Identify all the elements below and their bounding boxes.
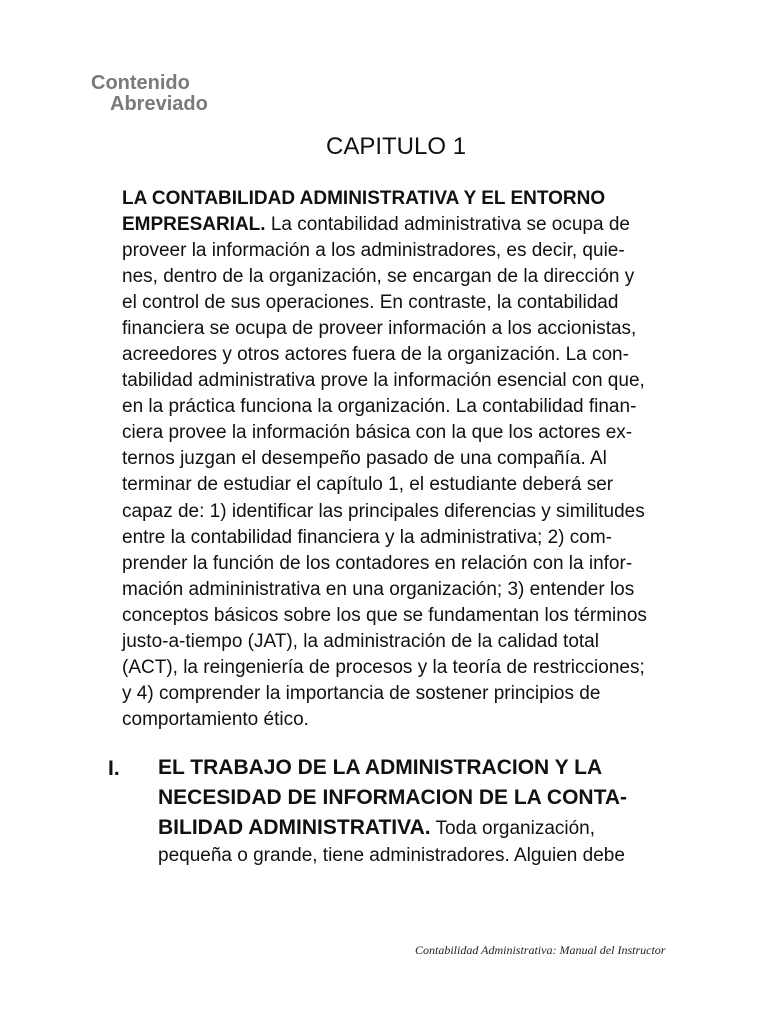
intro-line: tabilidad administrativa prove la información esencial con que, [122, 370, 645, 391]
intro-line: justo-a-tiempo (JAT), la administración de la calidad total [122, 631, 599, 652]
intro-line: en la práctica funciona la organización. La contabilidad finan- [122, 396, 637, 417]
section-body-line: pequeña o grande, tiene administradores. Alguien debe [158, 845, 625, 866]
page-footer: Contabilidad Administrativa: Manual del Instructor [415, 943, 666, 957]
intro-line: conceptos básicos sobre los que se fundamentan los términos [122, 605, 647, 626]
section-heading-line-1: EL TRABAJO DE LA ADMINISTRACION Y LA [158, 756, 603, 779]
intro-line: y 4) comprender la importancia de sostener principios de [122, 683, 601, 704]
header-line-1: Contenido [91, 72, 190, 94]
intro-heading-line-1: LA CONTABILIDAD ADMINISTRATIVA Y EL ENTORNO [122, 188, 606, 209]
intro-line: financiera se ocupa de proveer información a los accionistas, [122, 318, 637, 339]
intro-line: capaz de: 1) identificar las principales diferencias y similitudes [122, 501, 645, 522]
intro-line: terminar de estudiar el capítulo 1, el estudiante deberá ser [122, 474, 614, 495]
intro-line: proveer la información a los administradores, es decir, quie- [122, 240, 625, 261]
intro-line: comportamiento ético. [122, 709, 309, 730]
chapter-title: CAPITULO 1 [326, 133, 467, 160]
intro-line: ciera provee la información básica con la que los actores ex- [122, 422, 633, 443]
intro-line: prender la función de los contadores en relación con la infor- [122, 553, 633, 574]
intro-line: nes, dentro de la organización, se encargan de la dirección y [122, 266, 635, 287]
intro-line: entre la contabilidad financiera y la administrativa; 2) com- [122, 527, 613, 548]
intro-line: ternos juzgan el desempeño pasado de una compañía. Al [122, 448, 607, 469]
section-heading-line-2: NECESIDAD DE INFORMACION DE LA CONTA- [158, 786, 627, 809]
section-heading-line-3: BILIDAD ADMINISTRATIVA. Toda organización, [158, 816, 596, 839]
header-line-2: Abreviado [110, 93, 208, 115]
intro-line: el control de sus operaciones. En contraste, la contabilidad [122, 292, 619, 313]
intro-line: mación admininistrativa en una organización; 3) entender los [122, 579, 635, 600]
intro-heading-line-2: EMPRESARIAL. La contabilidad administrativa se ocupa de [122, 214, 630, 235]
intro-line: (ACT), la reingeniería de procesos y la teoría de restricciones; [122, 657, 645, 678]
intro-line: acreedores y otros actores fuera de la organización. La con- [122, 344, 629, 365]
section-number: I. [108, 757, 120, 780]
